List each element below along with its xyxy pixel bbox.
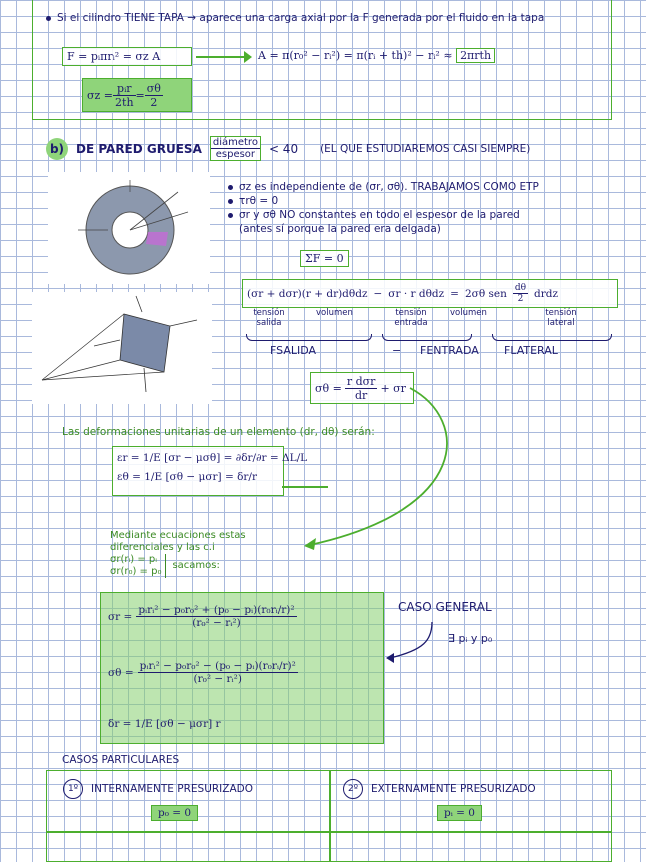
case-1-number: 1º (63, 779, 83, 799)
method-tail: sacamos: (172, 560, 220, 571)
case-2-header (343, 779, 536, 799)
brace-2 (382, 334, 472, 341)
sigma-z-num2: σθ (146, 81, 161, 95)
case-general (398, 600, 492, 614)
deform-intro-text: Las deformaciones unitarias de un elemento (dr, dθ) serán: (62, 426, 375, 438)
theta-den: dr (354, 388, 368, 402)
sigma-r-lhs: σr = (108, 610, 133, 623)
eq-term3: 2σθ sen (464, 287, 507, 300)
top-bullet-text: Si el cilindro TIENE TAPA → aparece una carga axial por la F generada por el fluido en la tapa (57, 12, 545, 24)
section-b-header (46, 136, 530, 161)
bullet-item (228, 222, 539, 236)
sigma-r-den: (r₀² − rᵢ²) (192, 617, 241, 629)
strain-connector (282, 486, 328, 488)
sigma-z-frac (113, 82, 136, 109)
bullet-text: σr y σθ NO constantes en todo el espesor de la pared (239, 209, 520, 221)
strain-box (112, 446, 308, 496)
case-general-sub (448, 632, 492, 645)
case-2-number: 2º (343, 779, 363, 799)
eq-minus: − (373, 287, 383, 300)
underlabel-volumen-2: volumen (450, 308, 487, 318)
bullet-text: τrθ = 0 (239, 195, 279, 207)
sigma-theta-eq (108, 660, 298, 685)
cylinder-diagram (48, 172, 210, 284)
force-equation: F = pᵢπrᵢ² = σz A (67, 50, 161, 63)
f-lateral: FLATERAL (504, 344, 558, 357)
bullet-dot (46, 16, 51, 21)
sigma-r-frac (136, 604, 296, 629)
theta-num: r dσr (346, 374, 376, 388)
method-conditions (110, 554, 246, 578)
case-general-title: CASO GENERAL (398, 600, 492, 614)
eq-equals: = (450, 287, 459, 300)
section-b-title: DE PARED GRUESA (76, 141, 202, 156)
case-1-header (63, 779, 253, 799)
bullet-item (228, 194, 539, 208)
eq-underlabels (242, 308, 622, 334)
section-b-ratio (210, 136, 261, 161)
sum-f: ΣF = 0 (305, 252, 344, 265)
sigma-r-eq (108, 604, 297, 629)
area-equation (258, 49, 495, 62)
underlabel-volumen-1: volumen (316, 308, 353, 318)
delta-r-eq (108, 718, 221, 730)
sigma-z-den: 2th (115, 95, 134, 109)
bullet-item (228, 208, 539, 222)
bullets-list (228, 180, 539, 236)
eq-frac (513, 283, 528, 304)
force-equation-box (62, 47, 192, 66)
sigma-z-lhs: σz = (87, 88, 114, 102)
sigma-theta-num: pᵢrᵢ² − p₀r₀² − (p₀ − pᵢ)(r₀rᵢ/r)² (139, 660, 296, 672)
theta-lhs: σθ = (315, 381, 342, 395)
method-text (110, 530, 246, 578)
ratio-num: diámetro (212, 137, 258, 148)
method-line1: Mediante ecuaciones estas (110, 530, 246, 541)
ratio-den: espesor (215, 149, 256, 160)
element-svg (32, 292, 212, 404)
top-bullet (46, 12, 606, 24)
case-1-condition-text: p₀ = 0 (158, 807, 192, 819)
cases-heading-text: CASOS PARTICULARES (62, 754, 180, 766)
eq-frac-num: dθ (514, 283, 527, 293)
underlabel-tension-salida: tensión salida (253, 308, 285, 328)
strain-et: εθ = 1/E [σθ − μσr] = δr/r (117, 471, 257, 483)
ratio-relation: < 40 (268, 141, 299, 156)
case-1-title: INTERNAMENTE PRESURIZADO (91, 783, 253, 795)
sigma-theta-den: (r₀² − rᵢ²) (193, 673, 242, 685)
underlabel-tension-lateral: tensión lateral (545, 308, 577, 328)
area-approx: 2πrth (456, 48, 495, 63)
sigma-z-box: σz = $\frac{\text{pᵢr}}{2th}$ = $\frac{\sigma\theta}{2}$ (82, 78, 192, 112)
case-1-condition (151, 805, 198, 821)
element-diagram (32, 292, 212, 404)
arrow-to-area (196, 56, 248, 58)
theta-tail: + σr (380, 381, 406, 395)
case-general-sub-text: ∃ pᵢ y p₀ (448, 632, 493, 645)
sigma-theta-lhs: σθ = (108, 666, 134, 679)
condition-outer: σr(r₀) = p₀ (110, 566, 162, 577)
eq-term1: (σr + dσr)(r + dr)dθdz (247, 287, 368, 300)
method-line2: diferenciales y las c.i (110, 542, 215, 553)
sigma-z-den2: 2 (150, 95, 158, 109)
curved-arrow (300, 380, 490, 560)
f-entrada: FENTRADA (420, 344, 479, 357)
sum-f-box (300, 250, 349, 267)
cases-row-line (47, 831, 611, 833)
bullet-item (228, 180, 539, 194)
case-2-condition (437, 805, 482, 821)
sigma-z-frac2 (145, 82, 163, 109)
condition-inner: σr(rᵢ) = pᵢ (110, 554, 158, 565)
sigma-theta-frac (138, 660, 298, 685)
sigma-z-num: pᵢr (113, 82, 136, 96)
area-eq-text: A = π(r₀² − rᵢ²) = π(rᵢ + th)² − rᵢ² ≈ (258, 49, 453, 62)
brace-3 (492, 334, 612, 341)
brace-1 (246, 334, 372, 341)
section-b-label: b) (46, 138, 68, 160)
bullet-text: (antes sí porque la pared era delgada) (239, 223, 441, 235)
f-minus: − (392, 344, 402, 357)
eq-frac-den: 2 (517, 294, 524, 304)
eq-term2: σr · r dθdz (388, 287, 445, 300)
eq-term3-tail: drdz (534, 287, 559, 300)
case-2-title: EXTERNAMENTE PRESURIZADO (371, 783, 536, 795)
strain-er: εr = 1/E [σr − μσθ] = ∂δr/∂r = ΔL/L (117, 452, 308, 464)
cylinder-section-svg (48, 172, 210, 284)
cases-table (46, 770, 612, 862)
case-general-arrow (384, 618, 444, 664)
section-b-note: (EL QUE ESTUDIAREMOS CASI SIEMPRE) (320, 142, 531, 155)
delta-r-text: δr = 1/E [σθ − μσr] r (108, 718, 221, 730)
underlabel-tension-entrada: tensión entrada (394, 308, 428, 328)
f-salida: FSALIDA (270, 344, 317, 357)
case-2-condition-text: pᵢ = 0 (444, 807, 475, 819)
bullet-text: σz es independiente de (σr, σθ). TRABAJAMOS COMO ETP (239, 181, 539, 193)
deform-intro (62, 426, 375, 438)
arrow-head (244, 51, 252, 63)
cases-heading (62, 754, 179, 766)
equilibrium-box (242, 279, 618, 308)
force-labels (242, 344, 622, 360)
sigma-r-num: pᵢrᵢ² − p₀r₀² + (p₀ − pᵢ)(r₀rᵢ/r)² (138, 604, 295, 616)
